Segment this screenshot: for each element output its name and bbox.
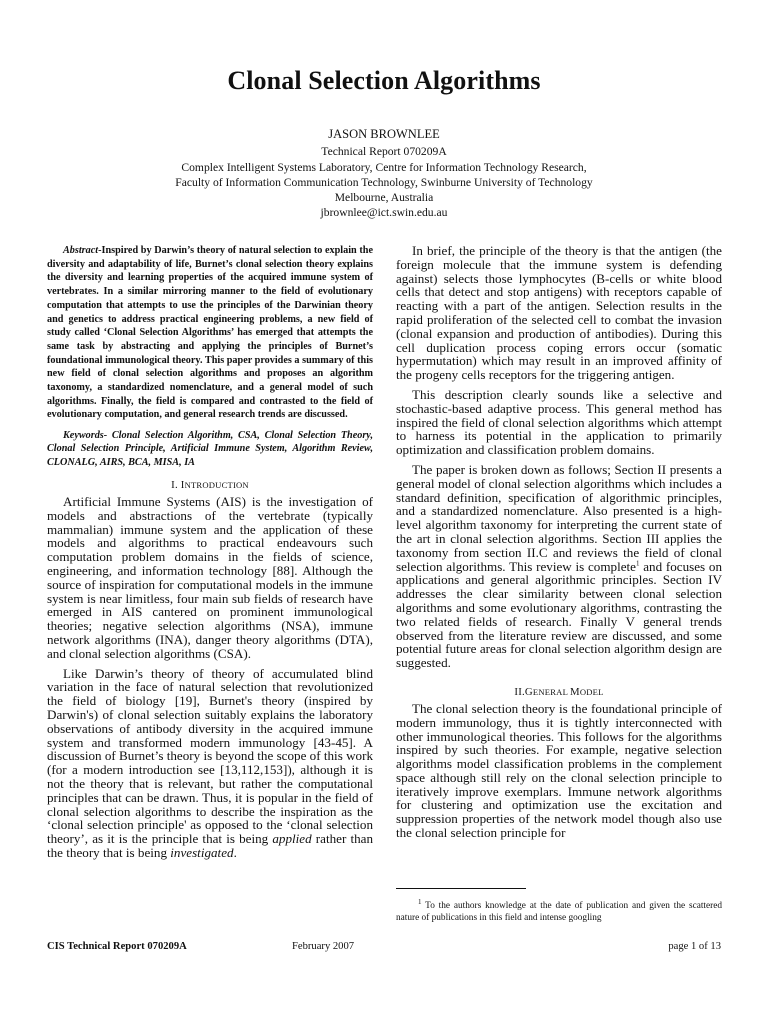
general-model-paragraph: The clonal selection theory is the foundational principle of modern immunology, thus it is tightly interconnected with other immunological theories. This follows for the algorithms inspired by such theories. For example, negative selection algorithms model classification problems in the complement space although still rely on the clonal selection principle to iteratively improve exemplars. Immune network algorithms for clustering and optimization use the excitation and suppression properties of the network model though also use the clonal selection principle for <box>396 700 722 841</box>
author-name: JASON BROWNLEE <box>328 127 440 141</box>
right-column <box>396 244 722 846</box>
right-paragraph-3: The paper is broken down as follows; Section II presents a general model of clonal selection algorithms which includes a standard definition, specification of algorithmic principles, and a standardized nomenclature. Also presented is a high-level algorithm taxonomy for interpreting the current state of the art in clonal selection algorithms. Section III applies the taxonomy from section II.C and reviews the field of clonal selection algorithms. This review is complete$^1$ and focuses on applications and general algorithmic principles. Section IV addresses the clear similarity between clonal selection algorithms and some evolutionary algorithms, contrasting the two related fields of research. Finally V general trends observed from the literature review are discussed, and some potential future areas for clonal selection algorithm design are suggested. <box>396 461 722 671</box>
report-number: Technical Report 070209A <box>321 145 447 158</box>
footer-report: CIS Technical Report 070209A <box>47 941 187 952</box>
affiliation-line-1: Complex Intelligent Systems Laboratory, Centre for Information Technology Research, <box>181 161 587 174</box>
abstract <box>47 244 373 422</box>
right-paragraph-2: This description clearly sounds like a selective and stochastic-based adaptive process. This general method has inspired the field of clonal selection algorithms which attempt to harness its potential in the application to primarily optimization and classification problem domains. <box>396 386 722 458</box>
footnote-marker: 1 <box>635 559 640 568</box>
section-heading-introduction: I. INTRODUCTION <box>171 479 249 492</box>
abstract-label: Abstract <box>63 245 99 256</box>
left-column <box>47 244 373 866</box>
right-paragraph-1: In brief, the principle of the theory is that the antigen (the foreign molecule that the immune system is defending against) selects those lymphocytes (B-cells or white blood cells that detect and stop antigens) with receptors capable of reacting with a part of the antigen. Selection results in the rapid proliferation of the selected cell to combat the invasion (clonal expansion and production of antibodies). During this cell duplication process coping errors occur (somatic hypermutation) which may result in an improved affinity of the progeny cells receptors for the triggering antigen. <box>396 243 722 383</box>
footer-page-number: page 1 of 13 <box>668 941 721 952</box>
section-heading-general-model: II.GENERAL MODEL <box>514 685 604 698</box>
intro-paragraph-1: Artificial Immune Systems (AIS) is the investigation of models and abstractions of the vertebrate (typically mammalian) immune system and the application of these models and algorithms to practical endeavours such computation problem domains in the fields of science, engineering, and information technology [88]. Although the source of inspiration for computational models in the immune system is near limitless, four main sub fields of research have emerged in AIS cantered on prominent immunological theories; negative selection algorithms (NSA), immune network algorithms (INA), danger theory algorithms (DTA), and clonal selection algorithms (CSA). <box>47 494 373 661</box>
affiliation-line-2: Faculty of Information Communication Technology, Swinburne University of Technology <box>175 176 593 189</box>
footer-date: February 2007 <box>292 941 355 952</box>
intro-paragraph-2: Like Darwin’s theory of theory of accumulated blind variation in the face of natural selection that revolutionized the field of biology [19], Burnet's theory (inspired by Darwin's) of clonal selection suitably explains the laboratory observations of antibody diversity in the acquired immune system and transformed modern immunology [43-45]. A discussion of Burnet’s theory is beyond the scope of this work (for a modern introduction see [13,112,153]), although it is not the theory that is relevant, but rather the computational principles that can be drawn. Thus, it is popular in the field of clonal selection algorithms to describe the inspiration as the ‘clonal selection principle' as opposed to the ‘clonal selection theory’, as it is the principle that is being applied rather than the theory that is being investigated. <box>47 665 373 860</box>
footnote-rule <box>396 888 526 889</box>
paper-title: Clonal Selection Algorithms <box>227 66 541 95</box>
location: Melbourne, Australia <box>334 191 434 204</box>
email: jbrownlee@ict.swin.edu.au <box>320 206 448 219</box>
footnote: $^1$ To the authors knowledge at the date of publication and given the scattered nature of publications in this field and intense googling <box>396 898 722 924</box>
abstract-text: -Inspired by Darwin’s theory of natural selection to explain the diversity and adaptability of life, Burnet’s clonal selection theory explains the diversity and learning properties of the acquired immune system of vertebrates. In a similar mirroring manner to the field of evolutionary computation that attempts to use the principles of the Darwinian theory and genetics to address practical engineering problems, a new field of study called ‘Clonal Selection Algorithms’ has emerged that attempts the same task by abstracting and applying the principles of Burnet’s foundational immunological theory. This paper provides a summary of this new field of clonal selection algorithms and proposes an algorithm taxonomy, a standardized nomenclature, and a general model of such algorithms. Finally, the field is compared and contrasted to the field of evolutionary computation, and general research trends are discussed. <box>47 245 373 421</box>
keywords: Keywords- Clonal Selection Algorithm, CSA, Clonal Selection Theory, Clonal Selection Principle, Artificial Immune System, Algorithm Review, CLONALG, AIRS, BCA, MISA, IA <box>47 430 373 468</box>
